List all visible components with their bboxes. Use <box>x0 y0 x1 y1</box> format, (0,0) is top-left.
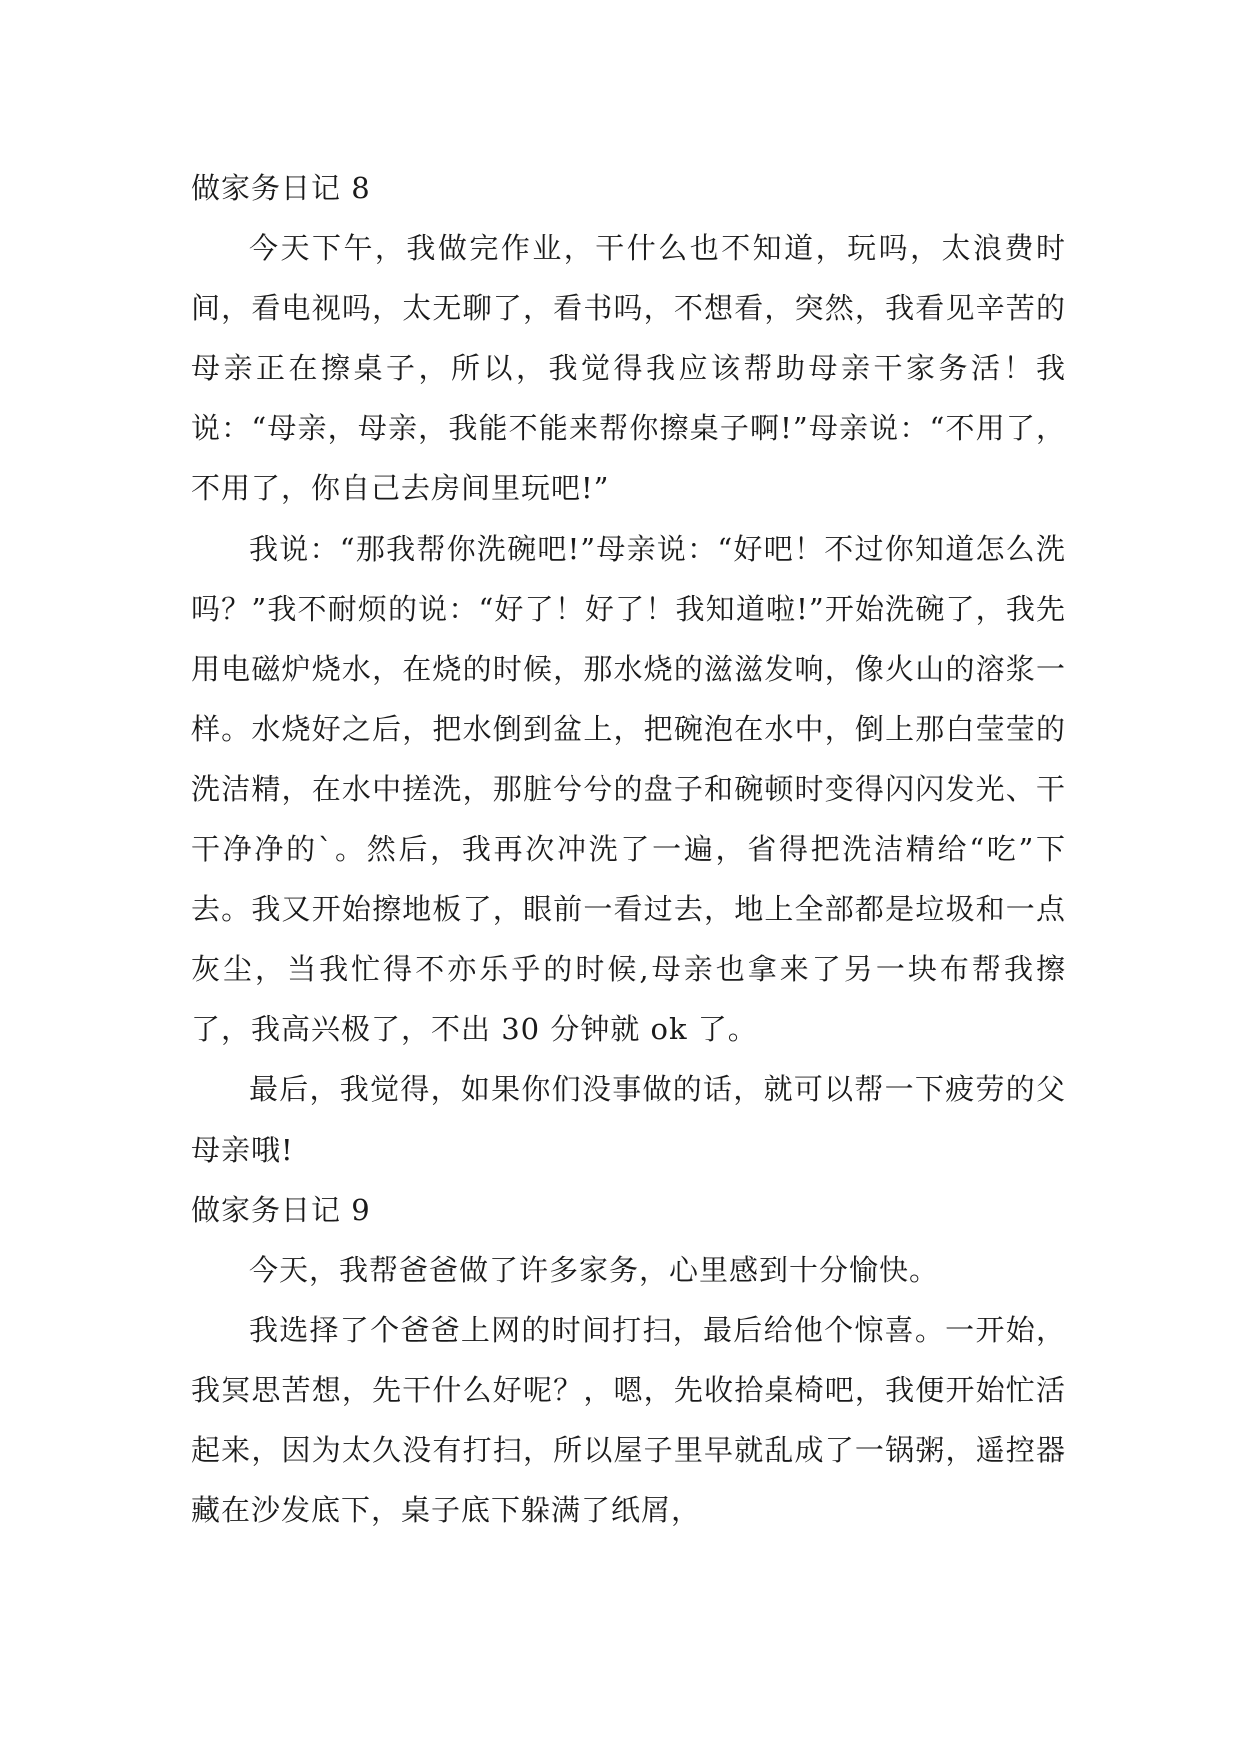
section-title-8: 做家务日记 8 <box>191 171 371 205</box>
section-title-9: 做家务日记 9 <box>191 1192 371 1227</box>
paragraph: 今天下午，我做完作业，干什么也不知道，玩吗，太浪费时间，看电视吗，太无聊了，看书吗，不想看，突然，我看见辛苦的母亲正在擦桌子，所以，我觉得我应该帮助母亲干家务活！我说：“母亲，母亲，我能不能来帮你擦桌子啊!”母亲说：“不用了，不用了，你自己去房间里玩吧!” <box>191 231 1066 506</box>
paragraph: 今天，我帮爸爸做了许多家务，心里感到十分愉快。 <box>249 1252 940 1287</box>
paragraph: 最后，我觉得，如果你们没事做的话，就可以帮一下疲劳的父母亲哦! <box>191 1072 1066 1167</box>
paragraph: 我选择了个爸爸上网的时间打扫，最后给他个惊喜。一开始，我冥思苦想，先干什么好呢？，嗯，先收拾桌椅吧，我便开始忙活起来，因为太久没有打扫，所以屋子里早就乱成了一锅粥，遥控器藏在沙发底下，桌子底下躲满了纸屑， <box>191 1312 1066 1528</box>
paragraph: 我说：“那我帮你洗碗吧!”母亲说：“好吧！不过你知道怎么洗吗？”我不耐烦的说：“好了！好了！我知道啦!”开始洗碗了，我先用电磁炉烧水，在烧的时候，那水烧的滋滋发响，像火山的溶浆一样。水烧好之后，把水倒到盆上，把碗泡在水中，倒上那白莹莹的洗洁精，在水中搓洗，那脏兮兮的盘子和碗顿时变得闪闪发光、干干净净的`。然后，我再次冲洗了一遍，省得把洗洁精给“吃”下去。我又开始擦地板了，眼前一看过去，地上全部都是垃圾和一点灰尘，当我忙得不亦乐乎的时候,母亲也拿来了另一块布帮我擦了，我高兴极了，不出 30 分钟就 ok 了。 <box>191 531 1066 1047</box>
document-body <box>191 158 1066 1540</box>
